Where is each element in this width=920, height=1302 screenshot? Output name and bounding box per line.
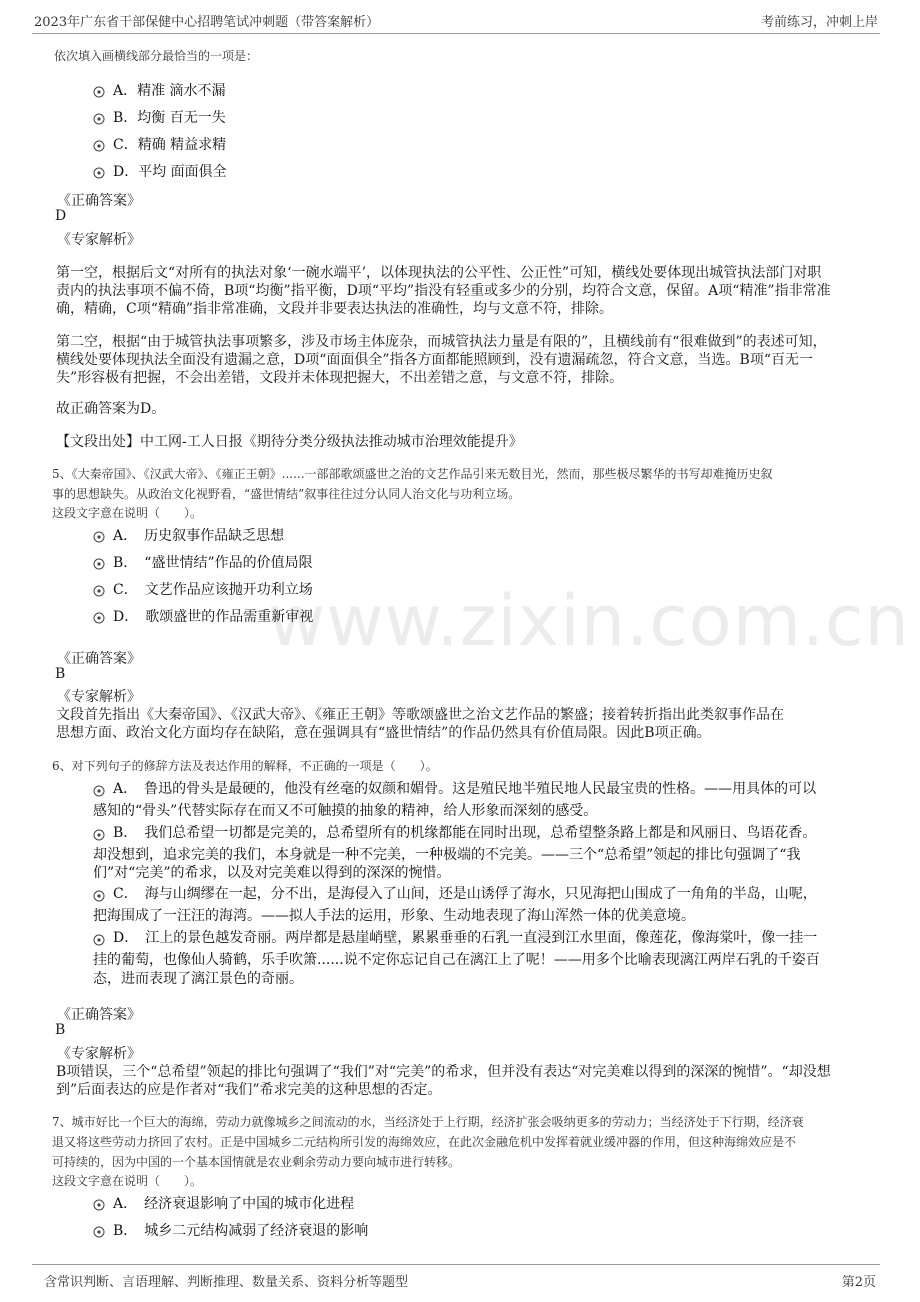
header-slogan: 考前练习，冲刺上岸 — [760, 15, 878, 30]
q6-option-a-continued: 感知的“骨头”代替实际存在而又不可触摸的抽象的精神，给人形象而深刻的感受。 — [93, 803, 598, 819]
q7-option-a[interactable]: A． 经济衰退影响了中国的城市化进程 — [113, 1196, 355, 1212]
q6-radio-icon-a[interactable] — [93, 785, 105, 797]
q6-radio-icon-d[interactable] — [93, 934, 105, 946]
q5-answer-title: 《正确答案》 — [57, 651, 141, 667]
q7-stem-line: 退又将这些劳动力挤回了农村。正是中国城乡二元结构所引发的海绵效应，在此次金融危机中发挥着就业缓冲器的作用，但这种海绵效应是不 — [52, 1135, 797, 1149]
q6-analysis-line: 到”后面表达的应是作者对“我们”希求完美的这种思想的否定。 — [56, 1082, 442, 1098]
q4-radio-icon-a[interactable] — [93, 86, 105, 98]
q4-analysis-line: 责内的执法事项不偏不倚，B项“均衡”指平衡，D项“平均”指没有轻重或多少的分别，均符合文意，保留。A项“精准”指非常准 — [56, 283, 831, 299]
q4-option-b[interactable]: B．均衡 百无一失 — [113, 110, 226, 126]
document-title: 2023年广东省干部保健中心招聘笔试冲刺题（带答案解析） — [34, 15, 380, 30]
q6-radio-icon-c[interactable] — [93, 890, 105, 902]
q4-analysis-line: 第二空，根据“由于城管执法事项繁多，涉及市场主体庞杂，而城管执法力量是有限的”，且横线前有“很难做到”的表述可知， — [56, 334, 827, 350]
q4-analysis-line: 失”形容极有把握，不会出差错，文段并未体现把握大，不出差错之意，与文意不符，排除。 — [56, 370, 624, 386]
q7-stem-line: 7、城市好比一个巨大的海绵，劳动力就像城乡之间流动的水，当经济处于上行期，经济扩张会吸纳更多的劳动力；当经济处于下行期，经济衰 — [52, 1115, 804, 1129]
q6-stem: 6、对下列句子的修辞方法及表达作用的解释，不正确的一项是（ ）。 — [52, 759, 438, 773]
page-number: 第2页 — [841, 1275, 876, 1290]
q4-stem: 依次填入画横线部分最恰当的一项是： — [54, 49, 259, 63]
q4-answer-title: 《正确答案》 — [57, 193, 141, 209]
q4-option-a[interactable]: A．精准 滴水不漏 — [113, 83, 226, 99]
q7-radio-icon-b[interactable] — [93, 1226, 105, 1238]
q5-radio-icon-c[interactable] — [93, 585, 105, 597]
q6-analysis-line: B项错误，三个“总希望”领起的排比句强调了“我们”对“完美”的希求，但并没有表达“对完美难以得到的深深的惋惜”。“却没想 — [56, 1064, 831, 1080]
watermark: www.zixin.com.cn — [268, 580, 910, 662]
q6-option-b[interactable]: B． 我们总希望一切都是完美的，总希望所有的机缘都能在同时出现，总希望整条路上都是和风丽日、鸟语花香。 — [113, 825, 817, 841]
q6-radio-icon-b[interactable] — [93, 829, 105, 841]
q4-source: 【文段出处】中工网-工人日报《期待分类分级执法推动城市治理效能提升》 — [56, 434, 523, 450]
q6-option-b-continued: 却没想到，追求完美的我们，本身就是一种不完美，一种极端的不完美。——三个“总希望”领起的排比句强调了“我 — [93, 847, 801, 863]
q6-answer-title: 《正确答案》 — [57, 1007, 141, 1023]
q4-analysis-line: 确，精确，C项“精确”指非常准确，文段并非要表达执法的准确性，均与文意不符，排除。 — [56, 301, 614, 317]
q6-option-b-continued: 们”对“完美”的希求，以及对完美难以得到的深深的惋惜。 — [93, 865, 451, 881]
header-divider — [32, 33, 880, 34]
q5-analysis-title: 《专家解析》 — [57, 689, 141, 705]
q4-analysis-line: 横线处要体现执法全面没有遗漏之意，D项“面面俱全”指各方面都能照顾到，没有遗漏疏忽，符合文意，当选。B项“百无一 — [56, 352, 813, 368]
q4-radio-icon-c[interactable] — [93, 140, 105, 152]
q4-option-d[interactable]: D．平均 面面俱全 — [113, 164, 227, 180]
q5-stem-line: 这段文字意在说明（ ）。 — [52, 506, 203, 520]
q5-stem-line: 5、《大秦帝国》、《汉武大帝》、《雍正王朝》......一部部歌颂盛世之治的文艺作品引来无数目光，然而，那些极尽繁华的书写却难掩历史叙 — [52, 467, 773, 481]
q5-stem-line: 事的思想缺失。从政治文化视野看，“盛世情结”叙事往往过分认同人治文化与功利立场。 — [52, 487, 521, 501]
q7-stem-line: 这段文字意在说明（ ）。 — [52, 1174, 203, 1188]
q4-radio-icon-d[interactable] — [93, 167, 105, 179]
q5-answer: B — [55, 666, 66, 682]
q5-option-a[interactable]: A． 历史叙事作品缺乏思想 — [113, 528, 285, 544]
q6-answer: B — [55, 1022, 66, 1038]
q5-analysis-line: 思想方面、政治文化方面均存在缺陷，意在强调具有“盛世情结”的作品仍然具有价值局限。因此B项正确。 — [56, 725, 711, 741]
q4-option-c[interactable]: C．精确 精益求精 — [113, 137, 227, 153]
q5-radio-icon-a[interactable] — [93, 531, 105, 543]
q7-option-b[interactable]: B． 城乡二元结构减弱了经济衰退的影响 — [113, 1223, 369, 1239]
page-header — [0, 0, 920, 34]
q5-radio-icon-d[interactable] — [93, 612, 105, 624]
q5-analysis-line: 文段首先指出《大秦帝国》、《汉武大帝》、《雍正王朝》等歌颂盛世之治文艺作品的繁盛；接着转折指出此类叙事作品在 — [56, 707, 784, 723]
q6-analysis-title: 《专家解析》 — [57, 1046, 141, 1062]
footer-subjects: 含常识判断、言语理解、判断推理、数量关系、资料分析等题型 — [44, 1275, 409, 1290]
q4-analysis-title: 《专家解析》 — [57, 232, 141, 248]
q6-option-d[interactable]: D． 江上的景色越发奇丽。两岸都是悬崖峭壁，累累垂垂的石乳一直浸到江水里面，像莲花，像海棠叶，像一挂一 — [113, 930, 818, 946]
q4-radio-icon-b[interactable] — [93, 113, 105, 125]
q6-option-c-continued: 把海围成了一汪汪的海湾。——拟人手法的运用，形象、生动地表现了海山浑然一体的优美意境。 — [93, 908, 695, 924]
q5-option-b[interactable]: B． “盛世情结”作品的价值局限 — [113, 555, 313, 571]
q4-answer: D — [55, 208, 67, 224]
footer-divider — [32, 1264, 880, 1265]
q4-analysis-line: 第一空，根据后文“对所有的执法对象‘一碗水端平’，以体现执法的公平性、公正性”可知，横线处要体现出城管执法部门对职 — [56, 265, 822, 281]
q6-option-c[interactable]: C． 海与山绸缪在一起，分不出，是海侵入了山间，还是山诱俘了海水，只见海把山围成了一角角的半岛，山呢， — [113, 886, 817, 902]
q5-option-c[interactable]: C． 文艺作品应该抛开功利立场 — [113, 582, 313, 598]
q5-radio-icon-b[interactable] — [93, 558, 105, 570]
q7-stem-line: 可持续的，因为中国的一个基本国情就是农业剩余劳动力要向城市进行转移。 — [52, 1155, 461, 1169]
q5-option-d[interactable]: D． 歌颂盛世的作品需重新审视 — [113, 609, 314, 625]
q7-radio-icon-a[interactable] — [93, 1199, 105, 1211]
q6-option-d-continued: 挂的葡萄，也像仙人骑鹤，乐手吹箫......说不定你忘记自己在漓江上了呢！——用多个比喻表现漓江两岸石乳的千姿百 — [93, 952, 820, 968]
q6-option-d-continued: 态，进而表现了漓江景色的奇丽。 — [93, 971, 303, 987]
q6-option-a[interactable]: A． 鲁迅的骨头是最硬的，他没有丝毫的奴颜和媚骨。这是殖民地半殖民地人民最宝贵的性格。——用具体的可以 — [113, 781, 817, 797]
q4-conclusion: 故正确答案为D。 — [56, 401, 166, 417]
